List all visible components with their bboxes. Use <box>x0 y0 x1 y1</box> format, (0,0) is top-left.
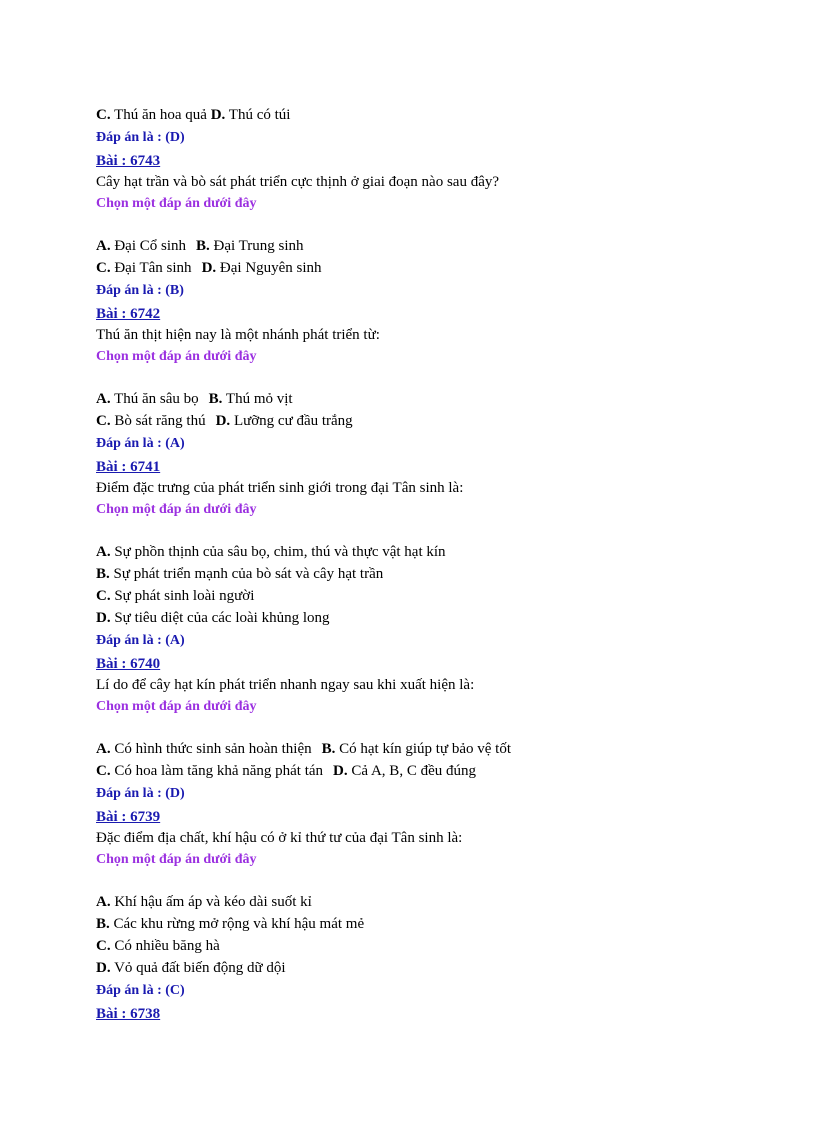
answer-line: Đáp án là : (A) <box>96 436 185 451</box>
question-title-link[interactable]: Bài : 6738 <box>96 1006 161 1022</box>
answer-line: Đáp án là : (C) <box>96 983 185 998</box>
option-letter: A. <box>96 544 111 560</box>
question-block <box>96 302 736 455</box>
option-letter: C. <box>96 107 111 123</box>
spacer <box>96 520 736 541</box>
answer-line: Đáp án là : (D) <box>96 786 185 801</box>
question-title-link[interactable]: Bài : 6743 <box>96 153 161 169</box>
option-text: Đại Trung sinh <box>213 238 304 254</box>
choose-answer-prompt: Chọn một đáp án dưới đây <box>96 196 257 211</box>
option-text: Có hạt kín giúp tự bảo vệ tốt <box>339 741 512 757</box>
option-text: Thú ăn hoa quả <box>114 107 207 123</box>
option-text: Các khu rừng mở rộng và khí hậu mát mẻ <box>113 916 365 932</box>
question-text: Điểm đặc trưng của phát triển sinh giới trong đại Tân sinh là: <box>96 480 464 496</box>
option-letter: B. <box>321 741 336 757</box>
option-line <box>96 257 736 279</box>
spacer <box>96 367 736 388</box>
choose-answer-prompt: Chọn một đáp án dưới đây <box>96 349 257 364</box>
option-text: Sự phát sinh loài người <box>114 588 255 604</box>
option-text: Đại Cổ sinh <box>114 238 187 254</box>
question-title-link[interactable]: Bài : 6742 <box>96 306 161 322</box>
option-text: Sự phát triển mạnh của bò sát và cây hạt trần <box>113 566 384 582</box>
question-text: Lí do để cây hạt kín phát triển nhanh ngay sau khi xuất hiện là: <box>96 677 475 693</box>
answer-line: Đáp án là : (A) <box>96 633 185 648</box>
option-line <box>96 957 736 979</box>
option-line <box>96 607 736 629</box>
question-block <box>96 149 736 302</box>
option-text: Khí hậu ấm áp và kéo dài suốt kỉ <box>114 894 312 910</box>
document-page <box>96 104 736 1024</box>
question-text: Thú ăn thịt hiện nay là một nhánh phát triển từ: <box>96 327 380 343</box>
option-text: Thú có túi <box>228 107 291 123</box>
option-letter: D. <box>96 960 111 976</box>
option-letter: C. <box>96 413 111 429</box>
option-letter: A. <box>96 391 111 407</box>
option-text: Thú ăn sâu bọ <box>114 391 199 407</box>
option-letter: C. <box>96 938 111 954</box>
option-text: Sự tiêu diệt của các loài khủng long <box>114 610 330 626</box>
spacer <box>96 214 736 235</box>
answer-line: Đáp án là : (B) <box>96 283 184 298</box>
option-line <box>96 541 736 563</box>
question-block <box>96 652 736 805</box>
option-letter: D. <box>201 260 217 276</box>
option-text: Đại Nguyên sinh <box>219 260 322 276</box>
option-text: Cả A, B, C đều đúng <box>351 763 476 779</box>
option-line <box>96 410 736 432</box>
question-title-link[interactable]: Bài : 6740 <box>96 656 161 672</box>
option-line <box>96 388 736 410</box>
option-letter: D. <box>215 413 231 429</box>
option-letter: D. <box>210 107 226 123</box>
option-text: Có nhiều băng hà <box>114 938 220 954</box>
option-line <box>96 760 736 782</box>
option-line <box>96 913 736 935</box>
option-text: Bò sát răng thú <box>114 413 206 429</box>
option-letter: A. <box>96 238 111 254</box>
option-line <box>96 104 736 126</box>
spacer <box>96 717 736 738</box>
option-line <box>96 235 736 257</box>
option-text: Lưỡng cư đầu trắng <box>233 413 353 429</box>
option-letter: B. <box>208 391 223 407</box>
question-block <box>96 805 736 1002</box>
question-block <box>96 455 736 652</box>
option-letter: C. <box>96 763 111 779</box>
option-letter: A. <box>96 741 111 757</box>
option-line <box>96 585 736 607</box>
option-text: Thú mỏ vịt <box>225 391 293 407</box>
option-line <box>96 935 736 957</box>
choose-answer-prompt: Chọn một đáp án dưới đây <box>96 699 257 714</box>
answer-line: Đáp án là : (D) <box>96 130 185 145</box>
question-title-link[interactable]: Bài : 6739 <box>96 809 161 825</box>
option-text: Vỏ quả đất biến động dữ dội <box>114 960 286 976</box>
option-letter: D. <box>333 763 348 779</box>
option-letter: D. <box>96 610 111 626</box>
option-line <box>96 891 736 913</box>
question-text: Đặc điểm địa chất, khí hậu có ở kỉ thứ tư của đại Tân sinh là: <box>96 830 463 846</box>
choose-answer-prompt: Chọn một đáp án dưới đây <box>96 852 257 867</box>
option-line <box>96 563 736 585</box>
choose-answer-prompt: Chọn một đáp án dưới đây <box>96 502 257 517</box>
option-text: Có hình thức sinh sản hoàn thiện <box>114 741 312 757</box>
option-text: Đại Tân sinh <box>114 260 192 276</box>
option-letter: B. <box>96 916 110 932</box>
spacer <box>96 870 736 891</box>
question-text: Cây hạt trần và bò sát phát triển cực thịnh ở giai đoạn nào sau đây? <box>96 174 500 190</box>
question-list <box>96 149 736 1002</box>
option-letter: B. <box>196 238 210 254</box>
option-letter: C. <box>96 588 111 604</box>
option-letter: A. <box>96 894 111 910</box>
option-letter: B. <box>96 566 110 582</box>
option-text: Có hoa làm tăng khả năng phát tán <box>114 763 324 779</box>
question-title-link[interactable]: Bài : 6741 <box>96 459 161 475</box>
option-line <box>96 738 736 760</box>
option-text: Sự phồn thịnh của sâu bọ, chim, thú và thực vật hạt kín <box>114 544 446 560</box>
option-letter: C. <box>96 260 111 276</box>
